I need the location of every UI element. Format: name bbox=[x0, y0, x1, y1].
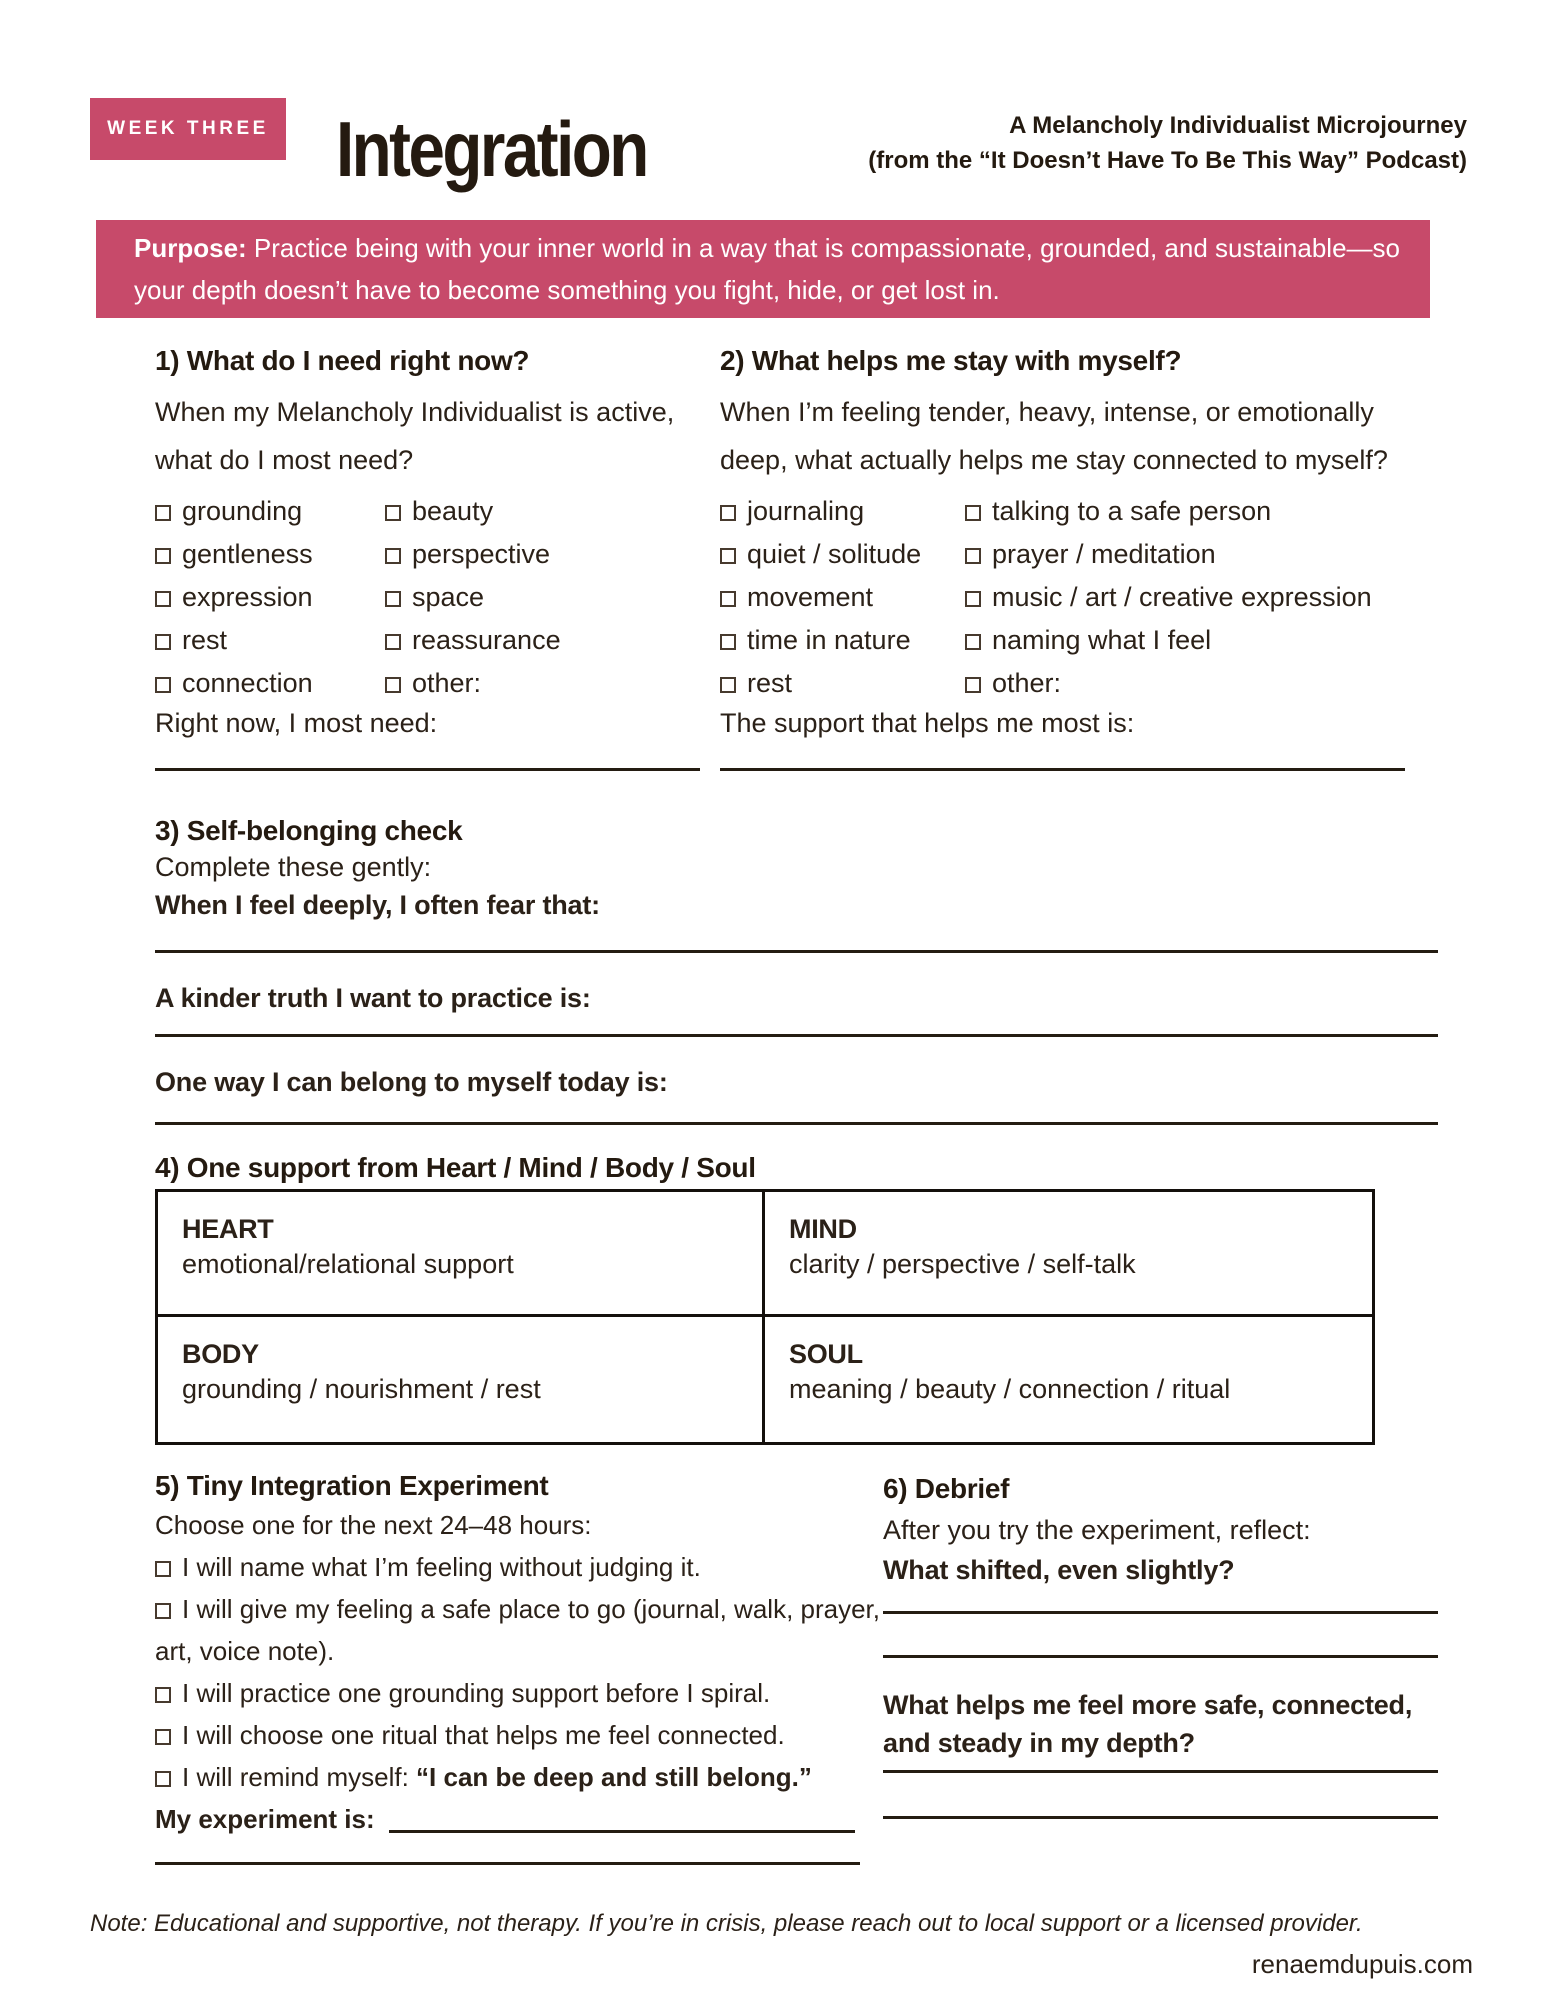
section-2-prompt: The support that helps me most is: bbox=[720, 708, 1135, 738]
section-5-intro: Choose one for the next 24–48 hours: bbox=[155, 1510, 592, 1540]
checkbox-icon[interactable] bbox=[720, 677, 736, 693]
checkbox-option[interactable] bbox=[720, 619, 965, 662]
section-1 bbox=[155, 344, 675, 771]
checkbox-option[interactable] bbox=[385, 662, 675, 705]
checkbox-option[interactable] bbox=[155, 1546, 880, 1588]
option-label: prayer / meditation bbox=[992, 539, 1216, 569]
checkbox-option[interactable] bbox=[155, 619, 385, 662]
checkbox-icon[interactable] bbox=[965, 634, 981, 650]
cell-desc: meaning / beauty / connection / ritual bbox=[789, 1374, 1231, 1404]
checkbox-icon[interactable] bbox=[385, 505, 401, 521]
checkbox-option[interactable] bbox=[155, 1588, 880, 1672]
checkbox-option[interactable] bbox=[155, 490, 385, 533]
write-line[interactable] bbox=[155, 950, 1438, 953]
checkbox-icon[interactable] bbox=[720, 591, 736, 607]
section-1-options bbox=[155, 490, 675, 705]
option-label: I will practice one grounding support before I spiral. bbox=[182, 1678, 771, 1708]
section-6-intro: After you try the experiment, reflect: bbox=[883, 1515, 1311, 1545]
subtitle bbox=[868, 108, 1467, 178]
section-3-prompt: One way I can belong to myself today is: bbox=[155, 1067, 668, 1097]
write-line[interactable] bbox=[883, 1816, 1438, 1819]
subtitle-line1: A Melancholy Individualist Microjourney bbox=[1009, 112, 1467, 139]
checkbox-icon[interactable] bbox=[155, 677, 171, 693]
checkbox-icon[interactable] bbox=[720, 548, 736, 564]
section-3-prompt: When I feel deeply, I often fear that: bbox=[155, 890, 600, 920]
section-3-intro: Complete these gently: bbox=[155, 852, 432, 882]
checkbox-icon[interactable] bbox=[385, 677, 401, 693]
cell-desc: emotional/relational support bbox=[182, 1249, 514, 1279]
purpose-label: Purpose: bbox=[134, 233, 247, 263]
write-line[interactable] bbox=[883, 1611, 1438, 1614]
table-cell-heart bbox=[158, 1192, 765, 1317]
option-label-bold: “I can be deep and still belong.” bbox=[416, 1762, 812, 1792]
option-label: grounding bbox=[182, 496, 303, 526]
write-line[interactable] bbox=[883, 1655, 1438, 1658]
write-line[interactable] bbox=[155, 768, 700, 771]
experiment-prompt: My experiment is: bbox=[155, 1804, 375, 1834]
write-line[interactable] bbox=[720, 768, 1405, 771]
website-link[interactable]: renaemdupuis.com bbox=[1251, 1949, 1473, 1979]
option-label: music / art / creative expression bbox=[992, 582, 1372, 612]
checkbox-icon[interactable] bbox=[155, 1603, 171, 1619]
checkbox-option[interactable] bbox=[720, 533, 965, 576]
checkbox-icon[interactable] bbox=[155, 634, 171, 650]
debrief-question-2: What helps me feel more safe, connected, and steady in my depth? bbox=[883, 1690, 1413, 1758]
option-label: rest bbox=[182, 625, 228, 655]
option-label: I will remind myself: bbox=[182, 1762, 417, 1792]
option-label: space bbox=[412, 582, 485, 612]
purpose-text: Practice being with your inner world in a way that is compassionate, grounded, and sustainable—so your depth doesn’t have to become something you fight, hide, or get lost in. bbox=[134, 233, 1401, 305]
option-label: reassurance bbox=[412, 625, 561, 655]
section-3-prompt: A kinder truth I want to practice is: bbox=[155, 983, 591, 1013]
option-label: quiet / solitude bbox=[747, 539, 922, 569]
section-1-heading: 1) What do I need right now? bbox=[155, 345, 530, 376]
checkbox-icon[interactable] bbox=[385, 591, 401, 607]
cell-desc: clarity / perspective / self-talk bbox=[789, 1249, 1136, 1279]
checkbox-option[interactable] bbox=[385, 619, 675, 662]
section-2-intro: When I’m feeling tender, heavy, intense, or emotionally deep, what actually helps me stay connected to myself? bbox=[720, 397, 1388, 475]
checkbox-option[interactable] bbox=[155, 576, 385, 619]
checkbox-option[interactable] bbox=[155, 662, 385, 705]
checkbox-icon[interactable] bbox=[720, 505, 736, 521]
checkbox-option[interactable] bbox=[965, 619, 1438, 662]
checkbox-option[interactable] bbox=[965, 576, 1438, 619]
option-label: I will choose one ritual that helps me feel connected. bbox=[182, 1720, 785, 1750]
table-cell-mind bbox=[765, 1192, 1372, 1317]
subtitle-line2: (from the “It Doesn’t Have To Be This Way” Podcast) bbox=[868, 147, 1467, 174]
section-3 bbox=[155, 813, 1438, 1125]
cell-title: BODY bbox=[182, 1339, 259, 1369]
checkbox-option[interactable] bbox=[155, 533, 385, 576]
checkbox-icon[interactable] bbox=[385, 634, 401, 650]
week-badge: WEEK THREE bbox=[90, 98, 286, 160]
checkbox-option[interactable] bbox=[385, 490, 675, 533]
option-label: connection bbox=[182, 668, 313, 698]
debrief-question-1: What shifted, even slightly? bbox=[883, 1555, 1235, 1585]
option-label: movement bbox=[747, 582, 874, 612]
page-title: Integration bbox=[336, 105, 647, 193]
option-label: expression bbox=[182, 582, 313, 612]
option-label: gentleness bbox=[182, 539, 313, 569]
write-line[interactable] bbox=[155, 1122, 1438, 1125]
experiment-row bbox=[155, 1798, 855, 1840]
checkbox-icon[interactable] bbox=[155, 591, 171, 607]
checkbox-option[interactable] bbox=[385, 576, 675, 619]
checkbox-option[interactable] bbox=[155, 1672, 880, 1714]
checkbox-option[interactable] bbox=[720, 662, 965, 705]
option-label: journaling bbox=[747, 496, 865, 526]
disclaimer-note: Note: Educational and supportive, not therapy. If you’re in crisis, please reach out to local support or a licensed provider. bbox=[90, 1910, 1363, 1937]
checkbox-option[interactable] bbox=[155, 1756, 880, 1798]
option-label: I will give my feeling a safe place to go (journal, walk, prayer, art, voice note). bbox=[155, 1594, 881, 1666]
checkbox-icon[interactable] bbox=[965, 505, 981, 521]
checkbox-icon[interactable] bbox=[965, 677, 981, 693]
section-5 bbox=[155, 1468, 880, 1865]
checkbox-icon[interactable] bbox=[155, 1561, 171, 1577]
cell-title: SOUL bbox=[789, 1339, 863, 1369]
support-table bbox=[155, 1189, 1375, 1445]
section-4-heading: 4) One support from Heart / Mind / Body / Soul bbox=[155, 1152, 756, 1183]
checkbox-option[interactable] bbox=[720, 490, 965, 533]
table-cell-soul bbox=[765, 1317, 1372, 1442]
option-label: naming what I feel bbox=[992, 625, 1212, 655]
purpose-banner bbox=[96, 220, 1430, 318]
section-5-heading: 5) Tiny Integration Experiment bbox=[155, 1470, 549, 1501]
checkbox-option[interactable] bbox=[720, 576, 965, 619]
checkbox-icon[interactable] bbox=[965, 591, 981, 607]
cell-title: MIND bbox=[789, 1214, 857, 1244]
option-label: talking to a safe person bbox=[992, 496, 1272, 526]
checkbox-option[interactable] bbox=[155, 1714, 880, 1756]
checkbox-icon[interactable] bbox=[965, 548, 981, 564]
section-1-intro: When my Melancholy Individualist is active, what do I most need? bbox=[155, 397, 675, 475]
checkbox-option[interactable] bbox=[965, 533, 1438, 576]
option-label: perspective bbox=[412, 539, 551, 569]
section-6-heading: 6) Debrief bbox=[883, 1473, 1010, 1504]
cell-desc: grounding / nourishment / rest bbox=[182, 1374, 541, 1404]
write-line[interactable] bbox=[155, 1034, 1438, 1037]
write-line[interactable] bbox=[389, 1830, 855, 1833]
option-label: beauty bbox=[412, 496, 494, 526]
checkbox-icon[interactable] bbox=[155, 1729, 171, 1745]
checkbox-icon[interactable] bbox=[155, 1771, 171, 1787]
section-6 bbox=[883, 1468, 1438, 1819]
option-label: time in nature bbox=[747, 625, 911, 655]
option-label: I will name what I’m feeling without judging it. bbox=[182, 1552, 701, 1582]
checkbox-icon[interactable] bbox=[155, 1687, 171, 1703]
section-1-prompt: Right now, I most need: bbox=[155, 708, 438, 738]
option-label: other: bbox=[412, 668, 482, 698]
section-4 bbox=[155, 1151, 1375, 1445]
checkbox-option[interactable] bbox=[965, 490, 1438, 533]
checkbox-icon[interactable] bbox=[720, 634, 736, 650]
checkbox-option[interactable] bbox=[385, 533, 675, 576]
checkbox-icon[interactable] bbox=[155, 548, 171, 564]
section-2-heading: 2) What helps me stay with myself? bbox=[720, 345, 1182, 376]
write-line[interactable] bbox=[155, 1862, 860, 1865]
section-3-heading: 3) Self-belonging check bbox=[155, 815, 463, 846]
checkbox-option[interactable] bbox=[965, 662, 1438, 705]
write-line[interactable] bbox=[883, 1770, 1438, 1773]
option-label: other: bbox=[992, 668, 1062, 698]
section-2-options bbox=[720, 490, 1438, 705]
checkbox-icon[interactable] bbox=[385, 548, 401, 564]
option-label: rest bbox=[747, 668, 793, 698]
table-cell-body bbox=[158, 1317, 765, 1442]
section-2 bbox=[720, 344, 1438, 771]
checkbox-icon[interactable] bbox=[155, 505, 171, 521]
cell-title: HEART bbox=[182, 1214, 274, 1244]
